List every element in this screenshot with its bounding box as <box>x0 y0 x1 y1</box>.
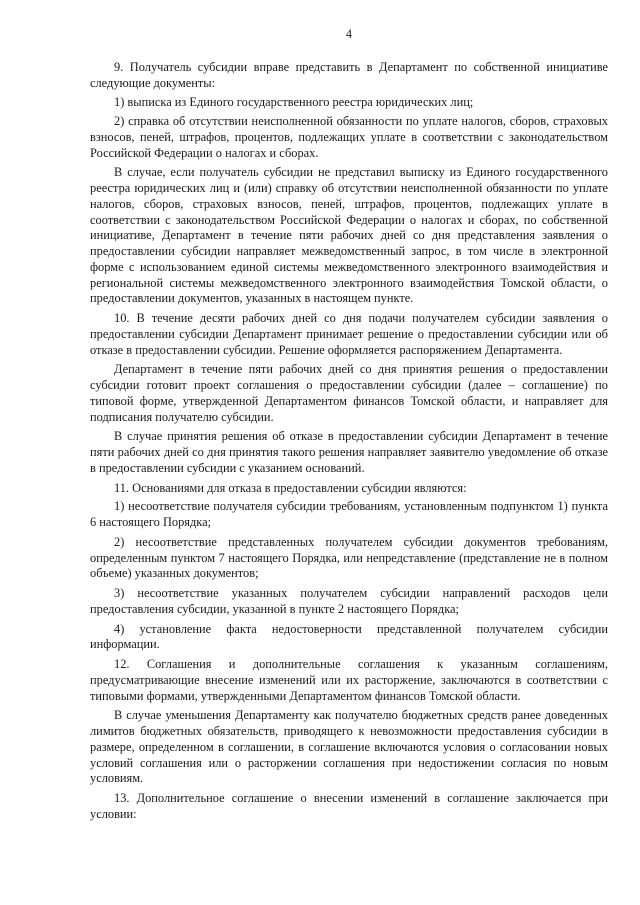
paragraph-item-12: 12. Соглашения и дополнительные соглашения к указанным соглашениям, предусматривающие внесение изменений или их расторжение, заключаются в соответствии с типовыми формами, утвержденными Департаментом финансов Томской области. <box>90 657 608 703</box>
paragraph-item-9-2: 2) справка об отсутствии неисполненной обязанности по уплате налогов, сборов, страховых взносов, пеней, штрафов, процентов, подлежащих уплате в соответствии с законодательством Российской Федерации о налогах и сборах. <box>90 114 608 160</box>
paragraph-item-12-limits: В случае уменьшения Департаменту как получателю бюджетных средств ранее доведенных лимитов бюджетных обязательств, приводящего к невозможности предоставления субсидии в размере, определенном в соглашении, в соглашение включаются условия о согласовании новых условий соглашения или о расторжении соглашения при недостижении согласия по новым условиям. <box>90 708 608 786</box>
paragraph-item-10: 10. В течение десяти рабочих дней со дня подачи получателем субсидии заявления о предоставлении субсидии Департамент принимает решение о предоставлении субсидии или об отказе в предоставлении субсидии. Решение оформляется распоряжением Департамента. <box>90 311 608 357</box>
paragraph-item-10-refusal: В случае принятия решения об отказе в предоставлении субсидии Департамент в течение пяти рабочих дней со дня принятия такого решения направляет заявителю уведомление об отказе в предоставлении субсидии с указанием оснований. <box>90 429 608 475</box>
paragraph-item-13: 13. Дополнительное соглашение о внесении изменений в соглашение заключается при условии: <box>90 791 608 821</box>
paragraph-item-11-1: 1) несоответствие получателя субсидии требованиям, установленным подпунктом 1) пункта 6 настоящего Порядка; <box>90 499 608 529</box>
document-page <box>90 27 608 827</box>
paragraph-item-9-1: 1) выписка из Единого государственного реестра юридических лиц; <box>114 95 474 110</box>
paragraph-item-11: 11. Основаниями для отказа в предоставлении субсидии являются: <box>114 480 467 495</box>
paragraph-item-11-4: 4) установление факта недостоверности представленной получателем субсидии информации. <box>90 621 608 652</box>
paragraph-item-9: 9. Получатель субсидии вправе представить в Департамент по собственной инициативе следующие документы: <box>90 59 608 90</box>
paragraph-item-11-2: 2) несоответствие представленных получателем субсидии документов требованиям, определенным пунктом 7 настоящего Порядка, или непредставление (представление не в полном объеме) указанных документов; <box>90 534 608 581</box>
paragraph-item-11-3: 3) несоответствие указанных получателем субсидии направлений расходов цели предоставления субсидии, указанной в пункте 2 настоящего Порядка; <box>90 586 608 616</box>
paragraph-item-9-interagency-request: В случае, если получатель субсидии не представил выписку из Единого государственного реестра юридических лиц и (или) справку об отсутствии неисполненной обязанности по уплате налогов, сборов, страховых взносов, пеней, штрафов, процентов, подлежащих уплате в соответствии с законодательством Российской Федерации о налогах и сборах, по собственной инициативе, Департамент в течение пяти рабочих дней со дня представления заявления о предоставлении субсидии направляет межведомственный запрос, в том числе в электронной форме с использованием единой системы межведомственного электронного взаимодействия и региональной системы межведомственного электронного взаимодействия Томской области, о предоставлении документов, указанных в настоящем пункте. <box>90 165 608 306</box>
paragraph-item-10-agreement: Департамент в течение пяти рабочих дней со дня принятия решения о предоставлении субсидии готовит проект соглашения о предоставлении субсидии (далее – соглашение) по типовой форме, утвержденной Департаментом финансов Томской области, и направляет для подписания получателю субсидии. <box>90 362 608 424</box>
page-number: 4 <box>345 27 353 41</box>
